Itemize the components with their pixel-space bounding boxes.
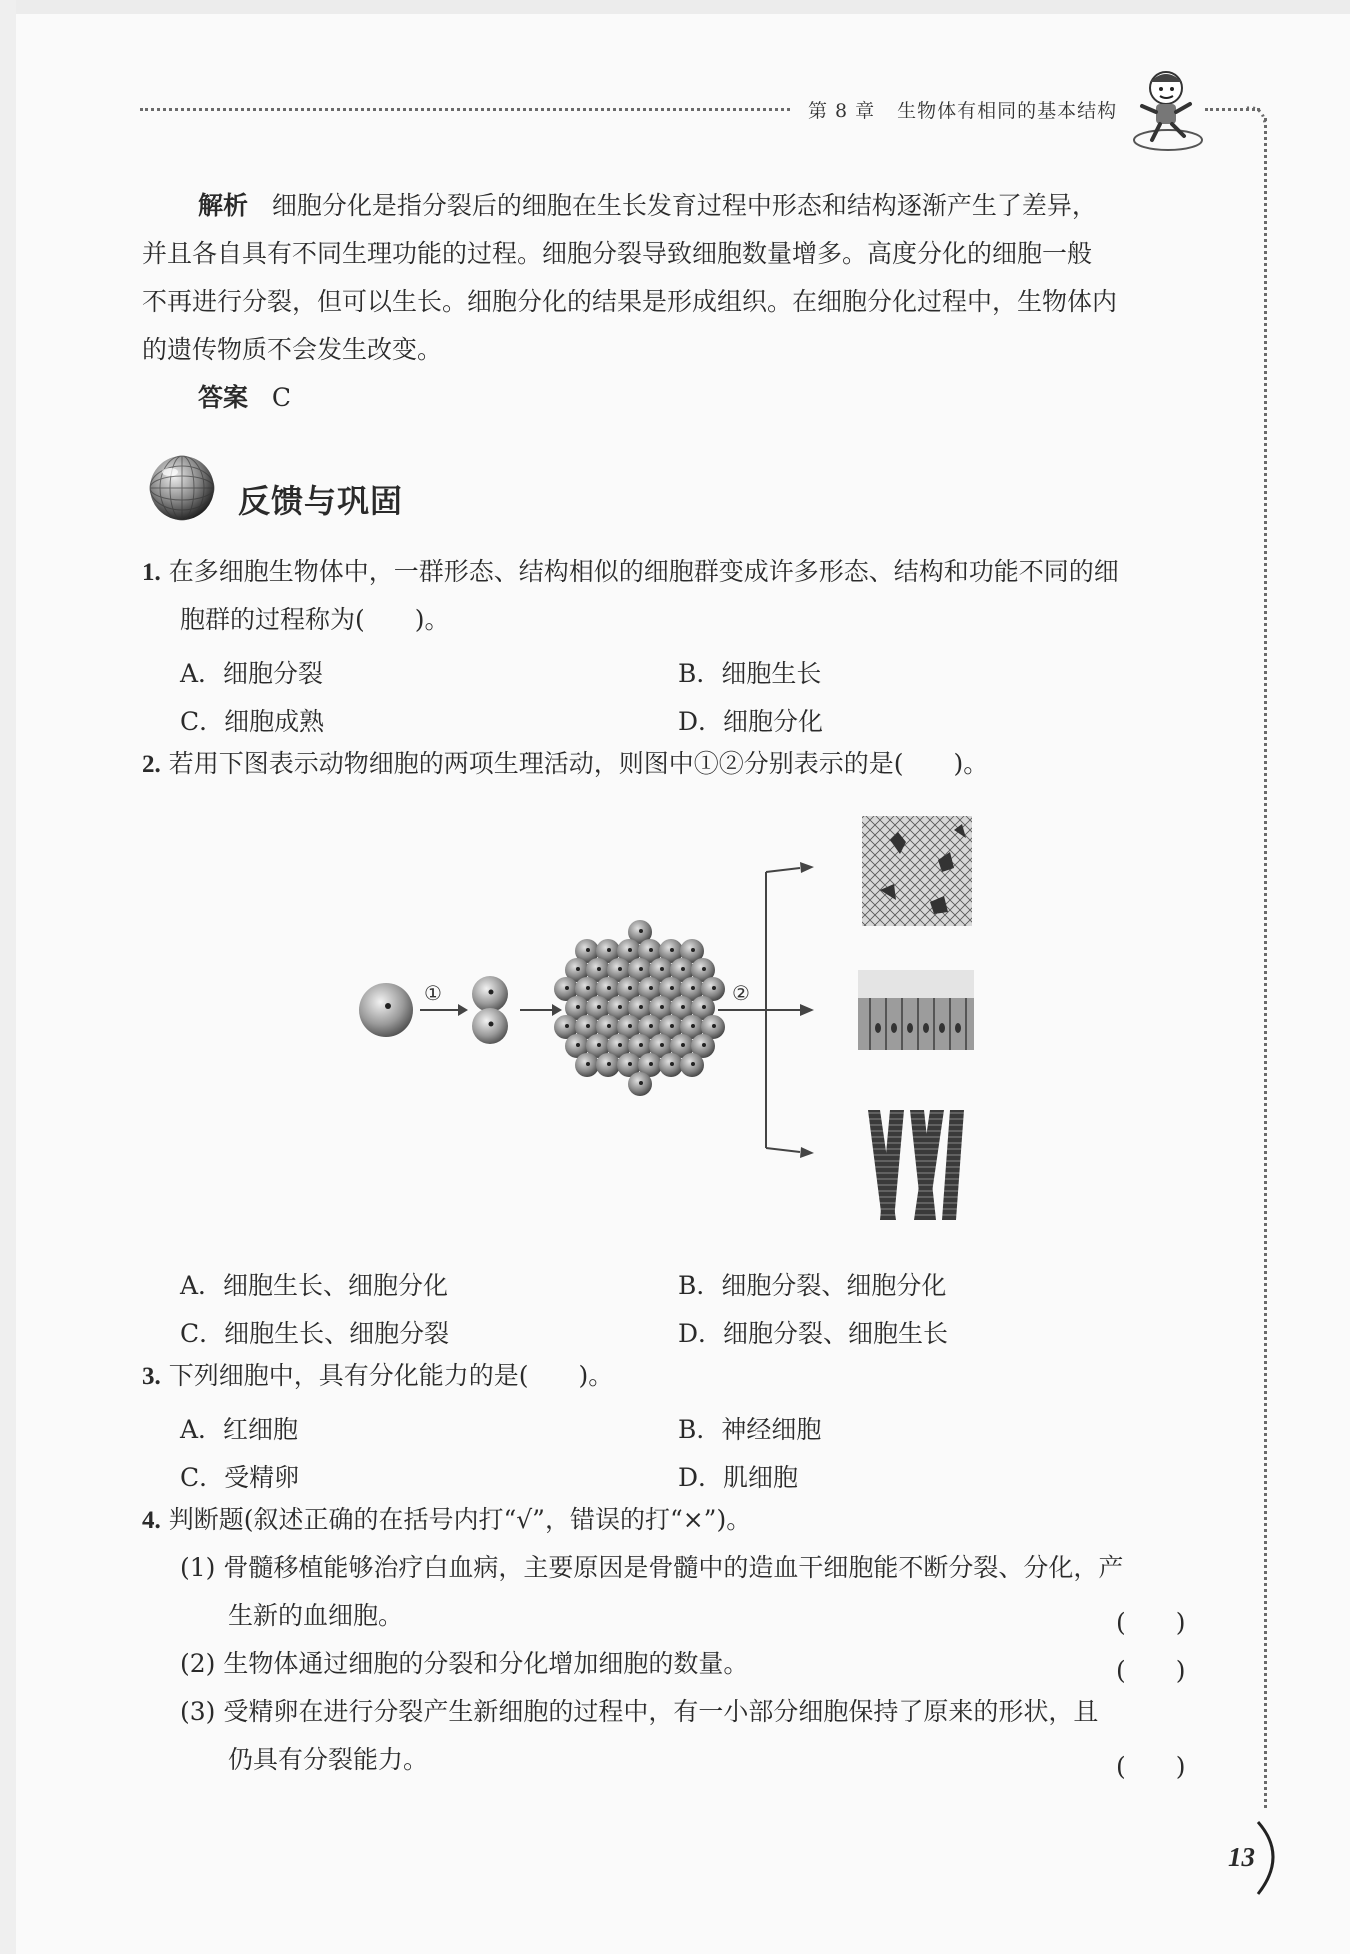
cell-activity-diagram	[350, 810, 1010, 1230]
cell-nucleus	[618, 967, 622, 971]
diagram-label-1: ①	[424, 981, 442, 1005]
question-1	[142, 548, 1119, 597]
globe-icon	[146, 452, 218, 524]
question-text: 在多细胞生物体中，一群形态、结构相似的细胞群变成许多形态、结构和功能不同的细	[168, 557, 1119, 586]
option-d[interactable]: D．细胞分化	[678, 707, 824, 736]
cell-nucleus	[639, 1043, 643, 1047]
option-a[interactable]: A．红细胞	[180, 1415, 299, 1444]
cell-nucleus	[670, 1062, 674, 1066]
cell-nucleus	[660, 1005, 664, 1009]
cell-nucleus	[712, 1024, 716, 1028]
muscle-tissue	[868, 1110, 964, 1220]
option-d[interactable]: D．肌细胞	[678, 1463, 799, 1492]
cell-cluster	[554, 920, 725, 1096]
option-b[interactable]: B．细胞生长	[678, 659, 822, 688]
diagram-label-2: ②	[732, 981, 750, 1005]
cell-nucleus	[586, 1024, 590, 1028]
cell-nucleus	[586, 1062, 590, 1066]
answer-label: 答案	[198, 383, 249, 412]
cell-nucleus	[649, 1062, 653, 1066]
analysis-line: 并且各自具有不同生理功能的过程。细胞分裂导致细胞数量增多。高度分化的细胞一般	[142, 239, 1093, 268]
analysis-line: 不再进行分裂，但可以生长。细胞分化的结果是形成组织。在细胞分化过程中，生物体内	[142, 287, 1118, 316]
judgement-item: 仍具有分裂能力。	[228, 1745, 429, 1774]
cell-nucleus	[607, 1062, 611, 1066]
option-c[interactable]: C．受精卵	[180, 1463, 300, 1492]
option-a[interactable]: A．细胞分裂	[180, 659, 324, 688]
option-c[interactable]: C．细胞生长、细胞分裂	[180, 1319, 450, 1348]
cell-nucleus	[576, 1043, 580, 1047]
judgement-item: (3) 受精卵在进行分裂产生新细胞的过程中，有一小部分细胞保持了原来的形状，且	[180, 1697, 1099, 1726]
cell-nucleus	[702, 967, 706, 971]
cell-nucleus	[691, 948, 695, 952]
question-text: 判断题(叙述正确的在括号内打“√”，错误的打“×”)。	[168, 1505, 752, 1534]
analysis-label: 解析	[198, 191, 249, 220]
cell-nucleus	[565, 1024, 569, 1028]
cell-nucleus	[691, 1024, 695, 1028]
cell-nucleus	[639, 929, 643, 933]
cell-nucleus	[576, 1005, 580, 1009]
option-b[interactable]: B．神经细胞	[678, 1415, 822, 1444]
cell-nucleus	[628, 986, 632, 990]
page-number: 13	[1228, 1842, 1255, 1872]
cell-nucleus	[639, 1081, 643, 1085]
cell-nucleus	[607, 986, 611, 990]
epithelial-tissue	[858, 970, 974, 1050]
cell-nucleus	[597, 1005, 601, 1009]
option-c[interactable]: C．细胞成熟	[180, 707, 325, 736]
cell-nucleus	[628, 1024, 632, 1028]
cell-nucleus	[681, 967, 685, 971]
question-3	[142, 1352, 613, 1401]
cell-nucleus	[586, 948, 590, 952]
cell-nucleus	[586, 986, 590, 990]
cell-nucleus	[712, 986, 716, 990]
question-2	[142, 740, 988, 789]
judgement-item: 生新的血细胞。	[228, 1601, 404, 1630]
nerve-tissue	[862, 816, 972, 926]
fertilized-egg	[359, 983, 413, 1037]
answer-parentheses[interactable]: ( )	[1116, 1608, 1186, 1637]
page-edge	[0, 0, 1350, 14]
cell-nucleus	[618, 1043, 622, 1047]
cell-nucleus	[691, 986, 695, 990]
chapter-label: 第 8 章	[808, 100, 876, 122]
question-number: 4.	[142, 1507, 161, 1534]
cell-nucleus	[702, 1005, 706, 1009]
cell-nucleus	[670, 948, 674, 952]
header-rule	[140, 108, 790, 111]
cell-nucleus	[618, 1005, 622, 1009]
question-text: 下列细胞中，具有分化能力的是( )。	[168, 1361, 614, 1390]
chapter-title: 生物体有相同的基本结构	[897, 100, 1118, 122]
option-a[interactable]: A．细胞生长、细胞分化	[180, 1271, 449, 1300]
answer-parentheses[interactable]: ( )	[1116, 1752, 1186, 1781]
running-header	[808, 96, 1117, 123]
question-4	[142, 1496, 751, 1545]
corner-decoration	[1245, 100, 1275, 130]
option-b[interactable]: B．细胞分裂、细胞分化	[678, 1271, 947, 1300]
cell-nucleus	[597, 967, 601, 971]
answer-parentheses[interactable]: ( )	[1116, 1656, 1186, 1685]
question-number: 3.	[142, 1363, 161, 1390]
question-text: 胞群的过程称为( )。	[180, 605, 450, 634]
judgement-item: (2) 生物体通过细胞的分裂和分化增加细胞的数量。	[180, 1649, 749, 1678]
question-number: 1.	[142, 559, 161, 586]
section-title: 反馈与巩固	[238, 482, 404, 520]
cell-nucleus	[597, 1043, 601, 1047]
cell-nucleus	[628, 1062, 632, 1066]
page-edge	[0, 0, 16, 1954]
analysis-line: 的遗传物质不会发生改变。	[142, 335, 443, 364]
analysis-line: 细胞分化是指分裂后的细胞在生长发育过程中形态和结构逐渐产生了差异，	[271, 191, 1097, 220]
cell-nucleus	[649, 986, 653, 990]
judgement-item: (1) 骨髓移植能够治疗白血病，主要原因是骨髓中的造血干细胞能不断分裂、分化，产	[180, 1553, 1124, 1582]
question-text: 若用下图表示动物细胞的两项生理活动，则图中①②分别表示的是( )。	[168, 749, 989, 778]
cell-nucleus	[628, 948, 632, 952]
analysis-paragraph	[142, 182, 1200, 422]
cell-nucleus	[702, 1043, 706, 1047]
mascot-icon	[1128, 62, 1208, 154]
cell-nucleus	[660, 1043, 664, 1047]
cell-nucleus	[607, 1024, 611, 1028]
cell-nucleus	[639, 967, 643, 971]
cell-nucleus	[649, 1024, 653, 1028]
cell-nucleus	[649, 948, 653, 952]
cell-nucleus	[670, 1024, 674, 1028]
cell-nucleus	[639, 1005, 643, 1009]
option-d[interactable]: D．细胞分裂、细胞生长	[678, 1319, 949, 1348]
cell-nucleus	[660, 967, 664, 971]
cell-nucleus	[576, 967, 580, 971]
question-number: 2.	[142, 751, 161, 778]
answer-value: C	[271, 383, 291, 412]
cell-nucleus	[681, 1005, 685, 1009]
cell-nucleus	[670, 986, 674, 990]
cell-nucleus	[691, 1062, 695, 1066]
cell-nucleus	[607, 948, 611, 952]
cell-nucleus	[565, 986, 569, 990]
cell-nucleus	[681, 1043, 685, 1047]
margin-rule	[1264, 118, 1267, 1808]
